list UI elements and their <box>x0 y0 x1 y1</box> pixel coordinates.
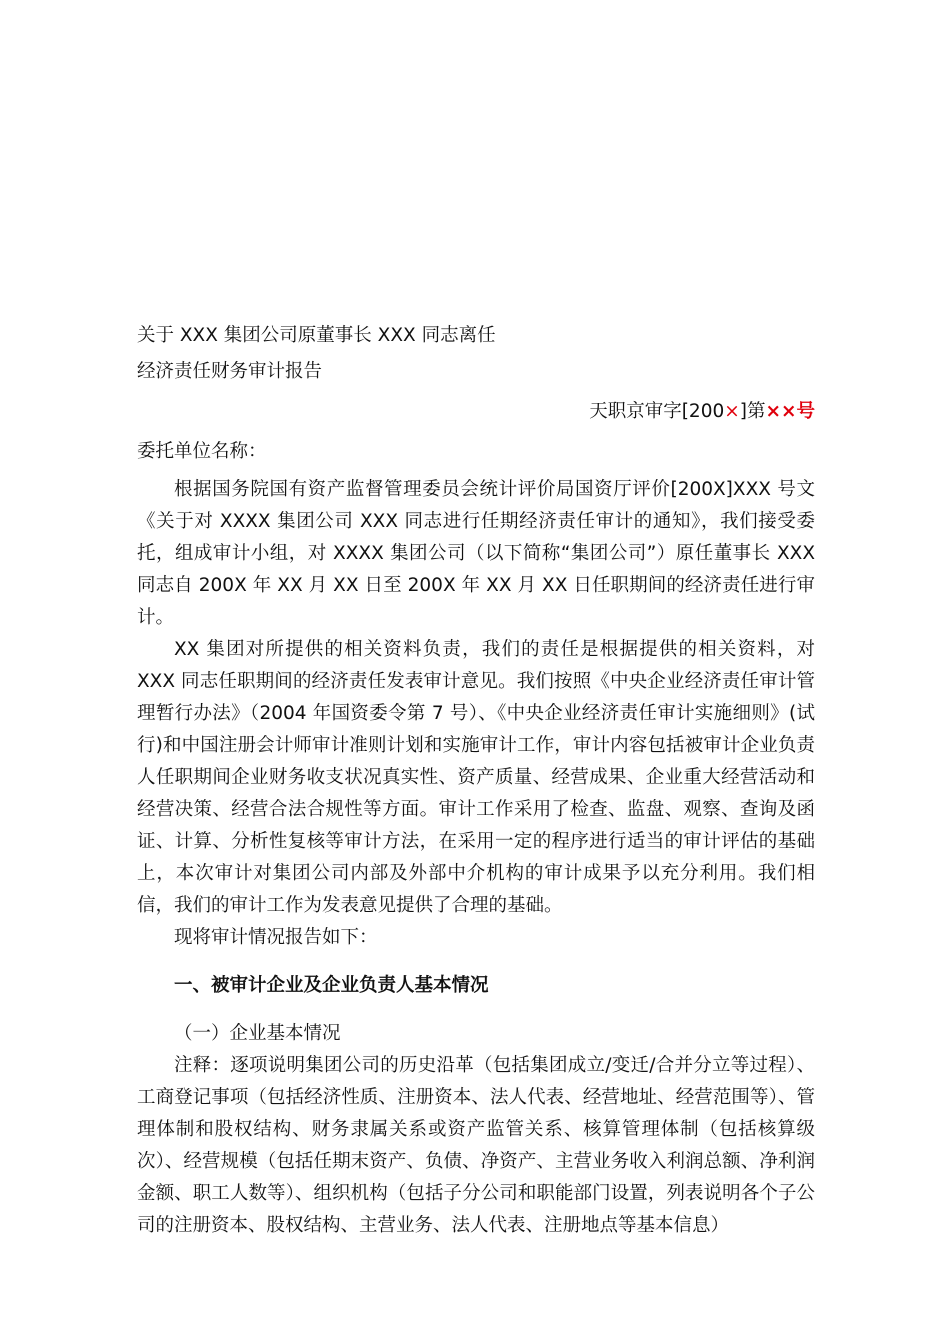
section-heading-1: 一、被审计企业及企业负责人基本情况 <box>174 975 489 996</box>
paragraph-engagement: 根据国务院国有资产监督管理委员会统计评价局国资厅评价[200X]XXX 号文《关于对 XXXX 集团公司 XXX 同志进行任期经济责任审计的通知》，我们接受委托，组成审计小组，对 XXXX 集团公司（以下简称“集团公司”）原任董事长 XXX 同志自 200X 年 XX 月 XX 日至 200X 年 XX 月 XX 日任职期间的经济责任进行审计。 <box>137 479 815 628</box>
entrusting-party-label: 委托单位名称： <box>137 441 267 462</box>
document-number-prefix: 天职京审字[200 <box>589 401 725 422</box>
document-number-year-mark: × <box>724 401 740 422</box>
paragraph-report-intro: 现将审计情况报告如下： <box>174 927 378 948</box>
report-title-line2: 经济责任财务审计报告 <box>137 361 323 382</box>
document-number <box>137 394 815 430</box>
paragraph-note: 注释：逐项说明集团公司的历史沿革（包括集团成立/变迁/合并分立等过程）、工商登记事项（包括经济性质、注册资本、法人代表、经营地址、经营范围等）、管理体制和股权结构、财务隶属关系或资产监管关系、核算管理体制（包括核算级次）、经营规模（包括任期末资产、负债、净资产、主营业务收入利润总额、净利润金额、职工人数等）、组织机构（包括子分公司和职能部门设置，列表说明各个子公司的注册资本、股权结构、主营业务、法人代表、注册地点等基本信息） <box>137 1055 815 1236</box>
paragraph-responsibility: XX 集团对所提供的相关资料负责，我们的责任是根据提供的相关资料，对 XXX 同志任职期间的经济责任发表审计意见。我们按照《中央企业经济责任审计管理暂行办法》（2004 年国资委令第 7 号）、《中央企业经济责任审计实施细则》(试行)和中国注册会计师审计准则计划和实施审计工作，审计内容包括被审计企业负责人任职期间企业财务收支状况真实性、资产质量、经营成果、企业重大经营活动和经营决策、经营合法合规性等方面。审计工作采用了检查、监盘、观察、查询及函证、计算、分析性复核等审计方法，在采用一定的程序进行适当的审计评估的基础上，本次审计对集团公司内部及外部中介机构的审计成果予以充分利用。我们相信，我们的审计工作为发表意见提供了合理的基础。 <box>137 639 815 916</box>
document-number-serial-mark: ××号 <box>765 401 815 422</box>
document-body <box>137 318 815 1242</box>
subsection-heading-1: （一）企业基本情况 <box>174 1023 341 1044</box>
document-number-middle: ]第 <box>739 401 766 422</box>
report-title-line1: 关于 XXX 集团公司原董事长 XXX 同志离任 <box>137 325 496 346</box>
